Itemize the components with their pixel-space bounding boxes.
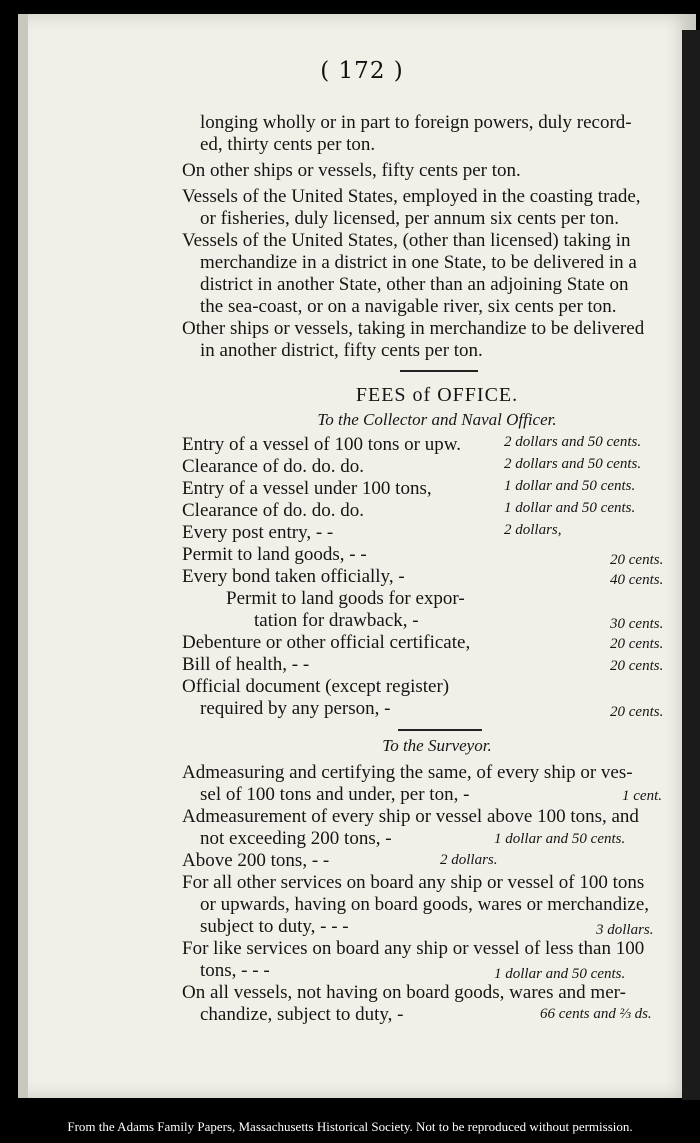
fee-item: not exceeding 200 tons, - [200, 828, 392, 849]
fee-item: Clearance of do. do. do. [182, 500, 365, 521]
fee-amount: 66 cents and ⅔ ds. [540, 1006, 652, 1022]
surveyor-heading: To the Surveyor. [382, 736, 492, 755]
fee-row [182, 982, 682, 1004]
text-line: or fisheries, duly licensed, per annum six cents per ton. [200, 208, 619, 229]
text-line: district in another State, other than an adjoining State on [200, 274, 629, 295]
fee-amount: 20 cents. [610, 636, 664, 652]
text-line: ed, thirty cents per ton. [200, 134, 376, 155]
text-line: Vessels of the United States, (other than licensed) taking in [182, 230, 631, 251]
fee-item: Entry of a vessel of 100 tons or upw. [182, 434, 461, 455]
fee-row [182, 850, 682, 872]
fee-row [182, 784, 682, 806]
text-line: On other ships or vessels, fifty cents per ton. [182, 160, 521, 181]
fee-item: chandize, subject to duty, - [200, 1004, 404, 1025]
text-line: Other ships or vessels, taking in merchandize to be delivered [182, 318, 645, 339]
fee-row [182, 960, 682, 982]
fee-item: Every post entry, - - [182, 522, 334, 543]
fee-row [182, 456, 682, 478]
fee-row [182, 938, 682, 960]
text-line: merchandize in a district in one State, to be delivered in a [200, 252, 637, 273]
fee-row [182, 522, 682, 544]
fee-row [182, 588, 682, 610]
fee-row [182, 894, 682, 916]
fee-item: Bill of health, - - [182, 654, 310, 675]
fee-item: tons, - - - [200, 960, 270, 981]
fee-item: Entry of a vessel under 100 tons, [182, 478, 432, 499]
fee-row [182, 872, 682, 894]
fee-amount: 3 dollars. [596, 922, 654, 938]
fee-amount: 30 cents. [610, 616, 664, 632]
divider [398, 729, 482, 731]
fee-amount: 20 cents. [610, 552, 664, 568]
fee-row [182, 916, 682, 938]
text-line: longing wholly or in part to foreign powers, duly record- [200, 112, 632, 133]
fee-row [182, 698, 682, 720]
fee-amount: 20 cents. [610, 658, 664, 674]
fee-item: Permit to land goods for expor- [226, 588, 465, 609]
fee-item: Clearance of do. do. do. [182, 456, 365, 477]
book-page [18, 14, 696, 1098]
fees-heading: FEES of OFFICE. [355, 384, 519, 406]
text-line: the sea-coast, or on a navigable river, six cents per ton. [200, 296, 617, 317]
fee-amount: 2 dollars, [504, 522, 562, 538]
page-number: ( 172 ) [320, 58, 404, 84]
fee-amount: 1 dollar and 50 cents. [494, 831, 626, 847]
fee-amount: 20 cents. [610, 704, 664, 720]
fee-item: subject to duty, - - - [200, 916, 349, 937]
text-line: Vessels of the United States, employed in the coasting trade, [182, 186, 641, 207]
fee-item: On all vessels, not having on board goods, wares and mer- [182, 982, 626, 1003]
fee-row [182, 566, 682, 588]
fee-item: Debenture or other official certificate, [182, 632, 471, 653]
fee-row [182, 632, 682, 654]
fee-item: or upwards, having on board goods, wares or merchandize, [200, 894, 650, 915]
collector-heading: To the Collector and Naval Officer. [317, 410, 557, 429]
fee-row [182, 806, 682, 828]
fee-amount: 1 dollar and 50 cents. [504, 478, 636, 494]
divider [400, 370, 478, 372]
fee-item: required by any person, - [200, 698, 391, 719]
fee-row [182, 500, 682, 522]
fee-amount: 1 cent. [622, 788, 662, 804]
fee-row [182, 434, 682, 456]
book-edge [682, 30, 700, 1100]
fee-amount: 1 dollar and 50 cents. [504, 500, 636, 516]
fee-amount: 2 dollars and 50 cents. [504, 456, 642, 472]
fee-row [182, 1004, 682, 1026]
fee-item: tation for drawback, - [254, 610, 419, 631]
fee-item: Admeasurement of every ship or vessel above 100 tons, and [182, 806, 639, 827]
fee-row [182, 478, 682, 500]
fee-amount: 2 dollars. [440, 852, 498, 868]
copyright-footer: From the Adams Family Papers, Massachusetts Historical Society. Not to be reproduced without permission. [67, 1119, 633, 1134]
fee-row [182, 654, 682, 676]
fee-row [182, 610, 682, 632]
fee-row [182, 544, 682, 566]
fee-item: Permit to land goods, - - [182, 544, 367, 565]
fee-item: sel of 100 tons and under, per ton, - [200, 784, 470, 805]
fee-row [182, 676, 682, 698]
text-line: in another district, fifty cents per ton. [200, 340, 483, 361]
fee-row [182, 762, 682, 784]
fee-row [182, 828, 682, 850]
fee-amount: 2 dollars and 50 cents. [504, 434, 642, 450]
fee-item: Admeasuring and certifying the same, of every ship or ves- [182, 762, 633, 783]
fee-item: Every bond taken officially, - [182, 566, 405, 587]
fee-item: For like services on board any ship or vessel of less than 100 [182, 938, 645, 959]
fee-item: For all other services on board any ship or vessel of 100 tons [182, 872, 645, 893]
fee-item: Above 200 tons, - - [182, 850, 330, 871]
fee-amount: 1 dollar and 50 cents. [494, 966, 626, 982]
fee-item: Official document (except register) [182, 676, 450, 697]
fee-amount: 40 cents. [610, 572, 664, 588]
